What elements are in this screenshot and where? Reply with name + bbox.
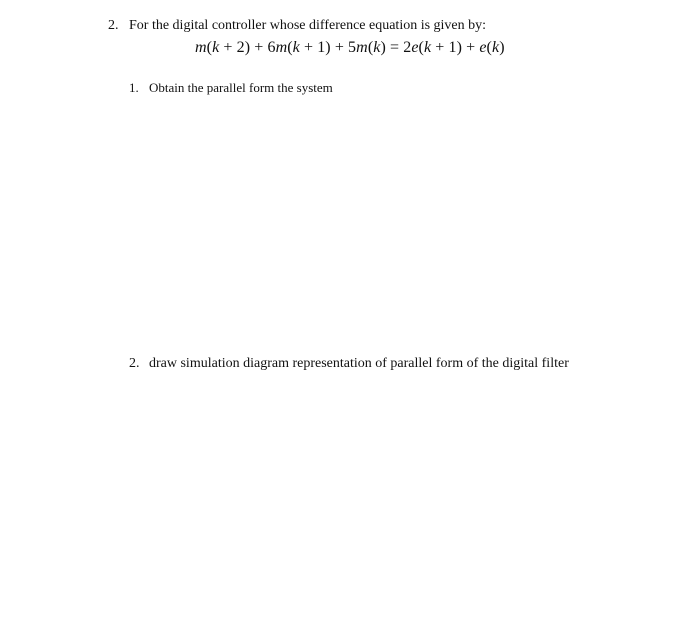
difference-equation [195,39,505,57]
equation-part: k [212,39,220,56]
equation-part: k [491,39,500,56]
sub-question-2-number: 2. [129,356,140,371]
equation-part: + 1) + 5 [299,39,357,56]
equation-part: + 2) + 6 [219,39,276,56]
equation-part: m [275,39,288,56]
equation-part: m [195,39,207,56]
equation-part: + 1) + [431,39,480,56]
sub-question-1 [129,80,333,96]
equation-part: k [373,39,381,56]
sub-question-1-number: 1. [129,80,139,95]
equation-part: ( [206,39,213,56]
equation-part: k [423,39,432,56]
sub-question-1-text: Obtain the parallel form the system [149,80,333,95]
problem-statement [108,18,486,34]
sub-question-2-text: draw simulation diagram representation of parallel form of the digital filter [149,356,569,371]
equation-part: ( [486,39,492,56]
equation-part: e [411,39,419,56]
equation-part: m [356,39,368,56]
equation-part: e [479,39,487,56]
sub-question-2 [129,356,569,372]
equation-part: k [292,39,300,56]
problem-text: For the digital controller whose difference equation is given by: [129,18,487,33]
equation-part: ) = 2 [380,39,412,56]
equation-part: ) [499,39,505,56]
equation-part: ( [367,39,374,56]
equation-part: ( [287,39,293,56]
equation-part: ( [418,39,424,56]
problem-number: 2. [108,18,119,33]
